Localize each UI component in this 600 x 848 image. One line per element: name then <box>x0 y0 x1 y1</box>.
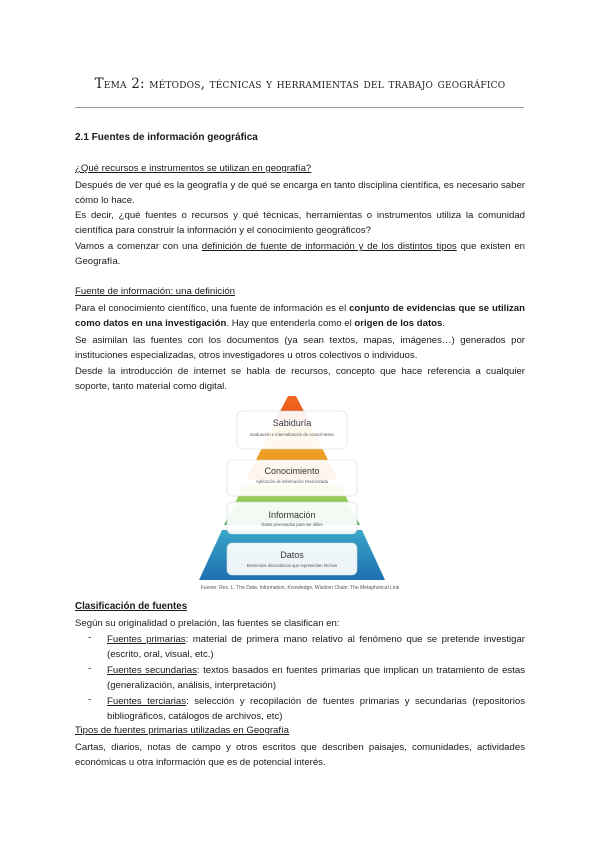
paragraph-3-link: definición de fuente de información y de los distintos tipos <box>201 241 457 252</box>
paragraph-3-pre: Vamos a comenzar con una <box>75 241 202 252</box>
term-tertiary: Fuentes terciarias <box>107 696 187 707</box>
text-tertiary: : selección y recopilación de fuentes primarias y secundarias (repositorios bibliográficos, catálogos de archivos, etc) <box>107 696 526 722</box>
page-title: Tema 2: métodos, técnicas y herramientas del trabajo geográfico <box>94 76 506 92</box>
definition-heading: Fuente de información: una definición <box>75 286 235 297</box>
question-heading: ¿Qué recursos e instrumentos se utilizan en geografía? <box>75 163 312 174</box>
types-heading: Tipos de fuentes primarias utilizadas en Geografía <box>75 725 290 736</box>
p4-part-c: . Hay que entenderla como el <box>226 318 355 329</box>
paragraph-1: Después de ver qué es la geografía y de qué se encarga en tanto disciplina científica, es necesario saber cómo lo hace. <box>75 180 525 206</box>
list-item-secondary <box>107 663 525 693</box>
section-heading: 2.1 Fuentes de información geográfica <box>75 132 258 143</box>
p4-origin-bold: origen de los datos <box>354 318 443 329</box>
p4-part-a: Para el conocimiento científico, una fuente de información es el <box>75 303 350 314</box>
term-primary: Fuentes primarias <box>107 634 186 645</box>
classification-heading: Clasificación de fuentes <box>75 601 188 612</box>
p4-evidence-bold: conjunto de evidencias que se utilizan como datos en una investigación <box>75 303 526 329</box>
paragraph-7: Cartas, diarios, notas de campo y otros escritos que describen paisajes, comunidades, actividades económicas u otra información que es de potencial interés. <box>75 742 525 768</box>
list-item-primary <box>107 632 525 662</box>
p4-part-e: . <box>442 318 446 329</box>
pyramid-label-wisdom: Sabiduría <box>272 418 312 428</box>
pyramid-desc-information: Datos procesados para ser útiles <box>261 522 323 527</box>
pyramid-desc-knowledge: Aplicación de información Interiorizada <box>256 479 328 484</box>
text-primary: : material de primera mano relativo al fenómeno que se pretende investigar (escrito, oral, visual, etc.) <box>107 634 525 660</box>
pyramid-label-data: Datos <box>280 550 304 560</box>
text-secondary: : textos basados en fuentes primarias que implican un tratamiento de estas (generalización, análisis, interpretación) <box>107 665 526 691</box>
paragraph-3 <box>75 239 525 269</box>
pyramid-box-wisdom <box>237 411 347 449</box>
pyramid-desc-wisdom: Evaluación e internalización de conocimiento <box>250 432 334 437</box>
title-divider <box>75 107 524 108</box>
paragraph-4 <box>75 301 525 331</box>
paragraph-3-post: que existen en Geografía. <box>75 241 525 267</box>
list-item-tertiary <box>107 694 525 724</box>
list-dash: - <box>88 632 92 643</box>
pyramid-label-information: Información <box>268 510 316 520</box>
list-dash: - <box>88 694 92 705</box>
figure-caption: Fuente: Rex, L. The Data, Information, Knowledge, Wisdom Chain: The Metaphorical Link <box>200 585 400 591</box>
paragraph-5: Se asimilan las fuentes con los documentos (ya sean textos, mapas, imágenes…) generados por instituciones especializadas, otros investigadores u otros colectivos o individuos. <box>75 335 525 361</box>
paragraph-6: Desde la introducción de internet se habla de recursos, concepto que hace referencia a cualquier soporte, tanto material como digital. <box>75 366 525 392</box>
term-secondary: Fuentes secundarias <box>107 665 197 676</box>
dikw-pyramid-figure <box>0 390 600 600</box>
paragraph-2: Es decir, ¿qué fuentes o recursos y qué técnicas, herramientas o instrumentos utiliza la comunidad científica para construir la información y el conocimiento geográficos? <box>75 210 525 236</box>
pyramid-label-knowledge: Conocimiento <box>264 466 320 476</box>
pyramid-desc-data: Elementos discontinuos que representan hechos <box>246 563 338 568</box>
list-dash: - <box>88 663 92 674</box>
classification-intro: Según su originalidad o prelación, las fuentes se clasifican en: <box>75 618 340 629</box>
